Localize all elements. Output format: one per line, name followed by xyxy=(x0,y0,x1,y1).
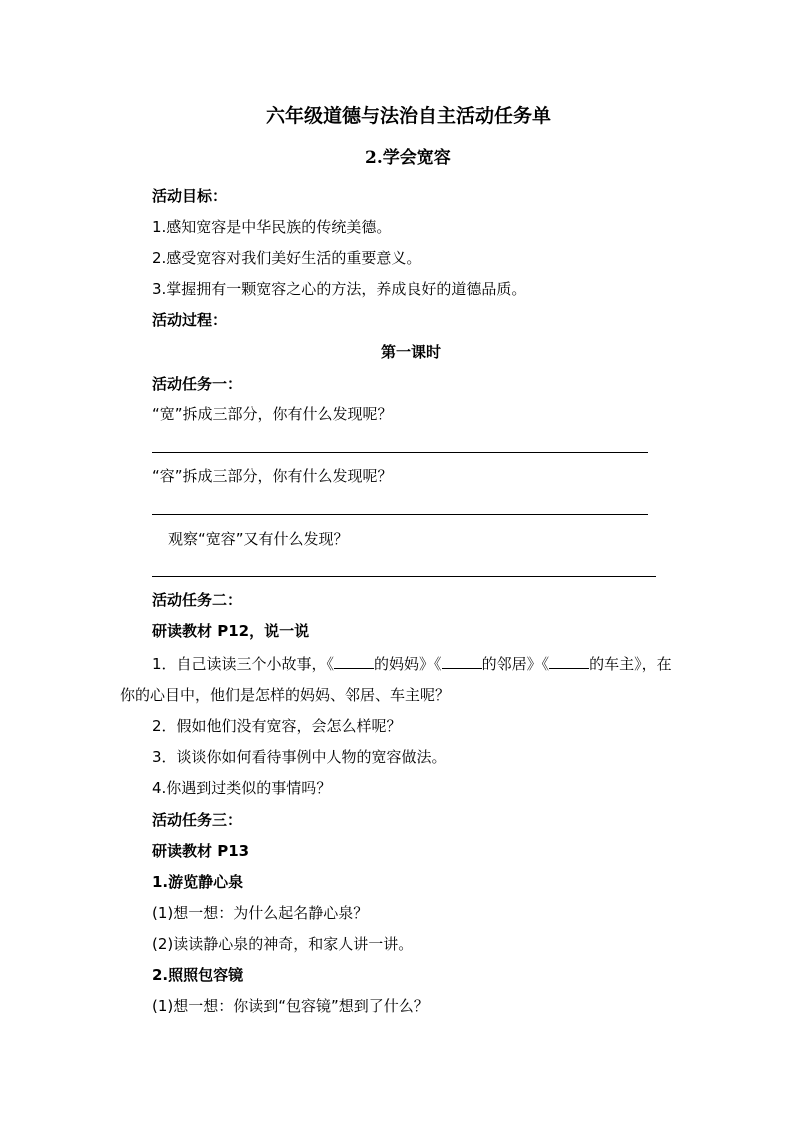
section-question: (2)读读静心泉的神奇，和家人讲一讲。 xyxy=(152,935,414,953)
item-text: 的邻居》《 xyxy=(481,655,550,673)
fill-blank[interactable] xyxy=(442,654,482,669)
task2-subheading: 研读教材 P12，说一说 xyxy=(152,622,310,640)
fill-blank[interactable] xyxy=(334,654,374,669)
goal-item: 3.掌握拥有一颗宽容之心的方法，养成良好的道德品质。 xyxy=(152,280,527,298)
answer-line[interactable] xyxy=(152,576,656,577)
section-question: (1)想一想：你读到“包容镜”想到了什么？ xyxy=(152,997,429,1015)
task3-subheading: 研读教材 P13 xyxy=(152,842,250,860)
task2-heading: 活动任务二： xyxy=(152,591,243,609)
lesson-heading: 第一课时 xyxy=(381,343,442,361)
task1-question-2: “容”拆成三部分，你有什么发现呢？ xyxy=(152,467,393,485)
lesson-subtitle: 2.学会宽容 xyxy=(365,148,451,168)
process-heading: 活动过程： xyxy=(152,311,228,329)
task2-item-4: 4.你遇到过类似的事情吗？ xyxy=(152,779,332,797)
section-heading: 2.照照包容镜 xyxy=(152,966,244,984)
item-text: 的车主》，在 xyxy=(589,655,672,673)
page-title: 六年级道德与法治自主活动任务单 xyxy=(266,105,552,127)
task1-heading: 活动任务一： xyxy=(152,375,243,393)
goal-item: 1.感知宽容是中华民族的传统美德。 xyxy=(152,218,392,236)
task1-question-1: “宽”拆成三部分，你有什么发现呢？ xyxy=(152,405,393,423)
answer-line[interactable] xyxy=(152,452,648,453)
task1-question-3: 观察“宽容”又有什么发现？ xyxy=(168,530,349,548)
fill-blank[interactable] xyxy=(549,654,589,669)
section-heading: 1.游览静心泉 xyxy=(152,873,244,891)
section-question: (1)想一想：为什么起名静心泉？ xyxy=(152,904,369,922)
task2-item-1 xyxy=(152,654,672,674)
task2-item-3: 3．谈谈你如何看待事例中人物的宽容做法。 xyxy=(152,748,447,766)
item-text: 的妈妈》《 xyxy=(374,655,442,673)
goals-heading: 活动目标： xyxy=(152,187,228,205)
answer-line[interactable] xyxy=(152,514,648,515)
task2-item-1-continued: 你的心目中，他们是怎样的妈妈、邻居、车主呢？ xyxy=(120,686,451,704)
item-text: 1．自己读读三个小故事，《 xyxy=(152,655,335,673)
task3-heading: 活动任务三： xyxy=(152,811,243,829)
task2-item-2: 2．假如他们没有宽容，会怎么样呢？ xyxy=(152,717,402,735)
goal-item: 2.感受宽容对我们美好生活的重要意义。 xyxy=(152,249,422,267)
